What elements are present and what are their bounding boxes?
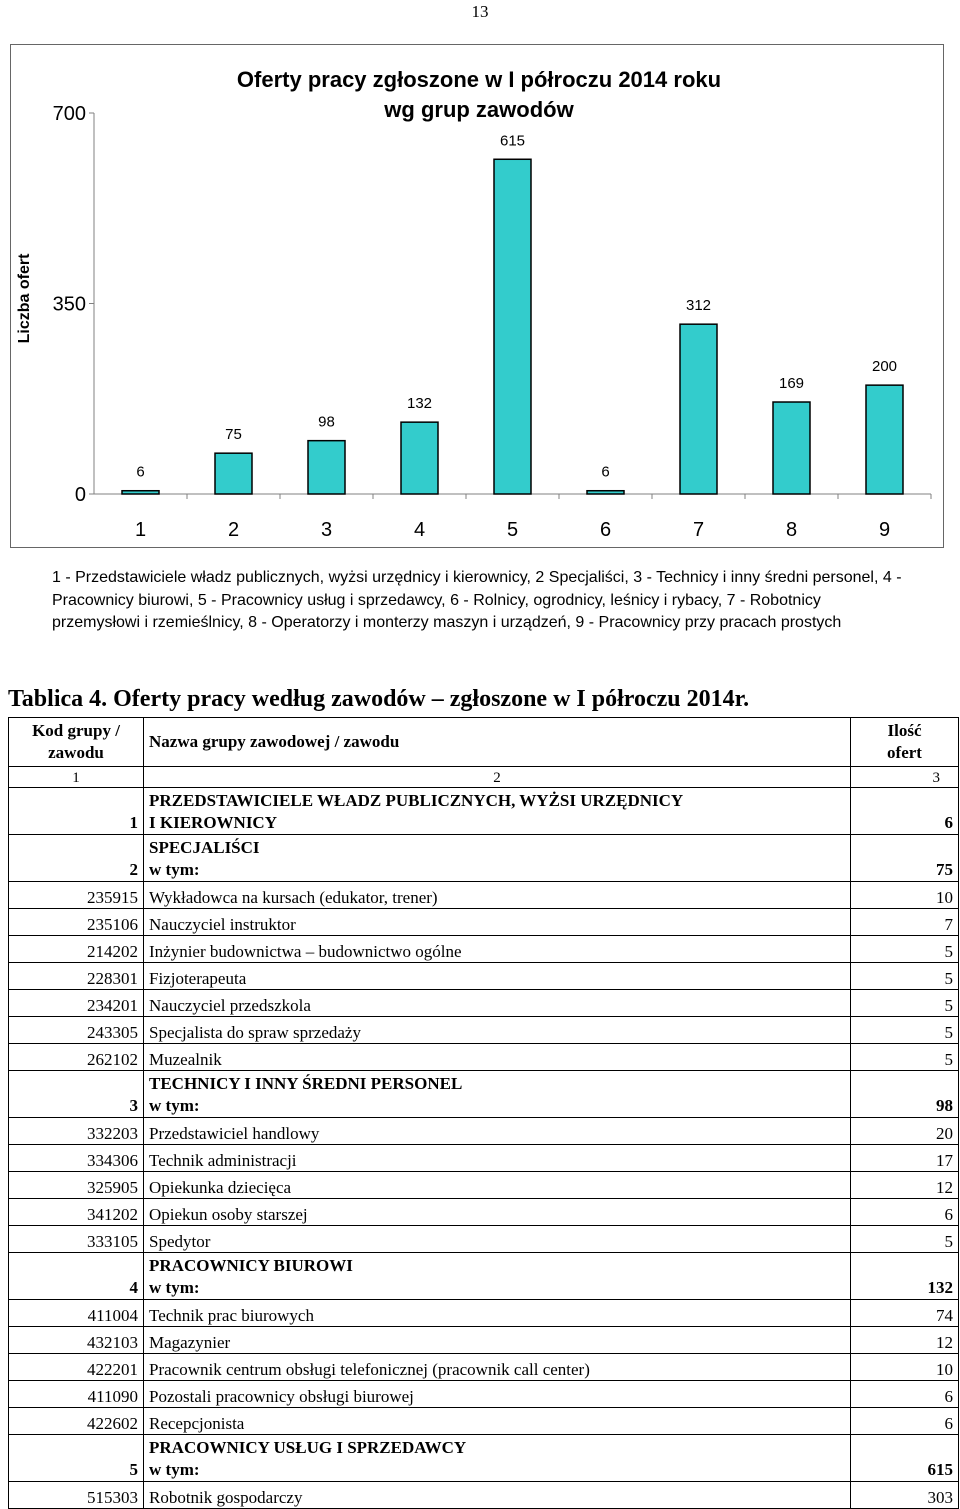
bar-value-label: 132 [406, 395, 433, 413]
index-col-2: 2 [144, 767, 851, 788]
x-tick-label: 7 [692, 519, 705, 541]
offer-count: 5 [851, 963, 959, 990]
occupation-code: 411090 [9, 1381, 144, 1408]
occupation-code: 515303 [9, 1482, 144, 1509]
offer-count: 5 [851, 990, 959, 1017]
occupation-code: 262102 [9, 1044, 144, 1071]
offer-count: 12 [851, 1172, 959, 1199]
occupation-name: Fizjoterapeuta [144, 963, 851, 990]
occupation-name: Pracownik centrum obsługi telefonicznej (pracownik call center) [144, 1354, 851, 1381]
y-tick-label: 700 [52, 103, 86, 125]
bar-3 [308, 441, 345, 494]
table-row [9, 1172, 959, 1199]
occupation-code: 333105 [9, 1226, 144, 1253]
bar-4 [401, 422, 438, 494]
occupation-code: 341202 [9, 1199, 144, 1226]
occupation-code: 422201 [9, 1354, 144, 1381]
group-count: 132 [851, 1253, 959, 1300]
table-row [9, 1327, 959, 1354]
page-number: 13 [471, 2, 489, 21]
bar-value-label: 75 [225, 426, 242, 444]
occupation-name: Opiekun osoby starszej [144, 1199, 851, 1226]
table-row [9, 882, 959, 909]
occupation-name: Przedstawiciel handlowy [144, 1118, 851, 1145]
occupation-name: Muzealnik [144, 1044, 851, 1071]
occupation-name: Technik prac biurowych [144, 1300, 851, 1327]
table-caption: Tablica 4. Oferty pracy według zawodów – zgłoszone w I półroczu 2014r. [8, 686, 750, 712]
group-count: 75 [851, 835, 959, 882]
group-row [9, 788, 959, 835]
occupation-code: 214202 [9, 936, 144, 963]
x-tick-label: 1 [134, 519, 147, 541]
bar-6 [587, 491, 624, 494]
group-name: PRACOWNICY USŁUG I SPRZEDAWCY w tym: [144, 1435, 851, 1482]
group-code: 1 [9, 788, 144, 835]
group-code: 2 [9, 835, 144, 882]
occupation-code: 422602 [9, 1408, 144, 1435]
occupation-code: 334306 [9, 1145, 144, 1172]
x-tick-label: 9 [878, 519, 891, 541]
bar-chart [11, 45, 945, 549]
offer-count: 17 [851, 1145, 959, 1172]
occupation-name: Wykładowca na kursach (edukator, trener) [144, 882, 851, 909]
occupation-name: Recepcjonista [144, 1408, 851, 1435]
bar-value-label: 312 [685, 297, 712, 315]
bar-value-label: 98 [318, 413, 335, 431]
occupation-name: Spedytor [144, 1226, 851, 1253]
occupation-code: 332203 [9, 1118, 144, 1145]
x-tick-label: 6 [599, 519, 612, 541]
group-code: 3 [9, 1071, 144, 1118]
header-count: Ilość ofert [851, 718, 959, 767]
group-row [9, 1071, 959, 1118]
offer-count: 6 [851, 1381, 959, 1408]
offer-count: 10 [851, 1354, 959, 1381]
table-row [9, 1354, 959, 1381]
offers-table [8, 717, 959, 1509]
header-code: Kod grupy / zawodu [9, 718, 144, 767]
group-code: 5 [9, 1435, 144, 1482]
occupation-name: Robotnik gospodarczy [144, 1482, 851, 1509]
table-row [9, 963, 959, 990]
occupation-code: 432103 [9, 1327, 144, 1354]
chart-legend-note: 1 - Przedstawiciele władz publicznych, wyżsi urzędnicy i kierownicy, 2 Specjaliści, 3 - Technicy i inny średni personel, 4 - Pracownicy biurowi, 5 - Pracownicy usług i sprzedawcy, 6 - Rolnicy, ogrodnicy, leśnicy i rybacy, 7 - Robotnicy przemysłowi i rzemieślnicy, 8 - Operatorzy i monterzy maszyn i urządzeń, 9 - Pracownicy przy pracach prostych [52, 569, 902, 631]
group-name: TECHNICY I INNY ŚREDNI PERSONEL w tym: [144, 1071, 851, 1118]
offer-count: 5 [851, 1226, 959, 1253]
group-count: 6 [851, 788, 959, 835]
group-code: 4 [9, 1253, 144, 1300]
occupation-code: 235915 [9, 882, 144, 909]
bar-chart-frame [10, 44, 944, 548]
offer-count: 6 [851, 1408, 959, 1435]
occupation-name: Magazynier [144, 1327, 851, 1354]
group-count: 98 [851, 1071, 959, 1118]
table-row [9, 1145, 959, 1172]
occupation-name: Technik administracji [144, 1145, 851, 1172]
x-tick-label: 2 [227, 519, 240, 541]
group-name: SPECJALIŚCI w tym: [144, 835, 851, 882]
x-tick-label: 8 [785, 519, 798, 541]
occupation-code: 411004 [9, 1300, 144, 1327]
table-row [9, 1482, 959, 1509]
table-row [9, 1118, 959, 1145]
bar-2 [215, 453, 252, 494]
occupation-code: 228301 [9, 963, 144, 990]
bar-8 [773, 402, 810, 494]
chart-title-line1: Oferty pracy zgłoszone w I półroczu 2014 roku [236, 67, 722, 92]
table-row [9, 1199, 959, 1226]
occupation-code: 243305 [9, 1017, 144, 1044]
group-count: 615 [851, 1435, 959, 1482]
table-header-row [9, 718, 959, 767]
group-row [9, 1253, 959, 1300]
table-row [9, 1381, 959, 1408]
offer-count: 6 [851, 1199, 959, 1226]
group-name: PRACOWNICY BIUROWI w tym: [144, 1253, 851, 1300]
offer-count: 303 [851, 1482, 959, 1509]
occupation-code: 235106 [9, 909, 144, 936]
group-row [9, 1435, 959, 1482]
offer-count: 12 [851, 1327, 959, 1354]
offer-count: 5 [851, 1044, 959, 1071]
offer-count: 5 [851, 1017, 959, 1044]
chart-title-line2: wg grup zawodów [384, 97, 574, 122]
x-tick-label: 5 [506, 519, 519, 541]
y-tick-label: 350 [52, 293, 86, 316]
table-index-row [9, 767, 959, 788]
table-row [9, 1300, 959, 1327]
group-row [9, 835, 959, 882]
offer-count: 74 [851, 1300, 959, 1327]
offer-count: 7 [851, 909, 959, 936]
bar-value-label: 200 [871, 358, 898, 376]
group-name: PRZEDSTAWICIELE WŁADZ PUBLICZNYCH, WYŻSI URZĘDNICY I KIEROWNICY [144, 788, 851, 835]
bar-value-label: 615 [499, 132, 526, 150]
occupation-code: 234201 [9, 990, 144, 1017]
header-name: Nazwa grupy zawodowej / zawodu [144, 718, 851, 767]
table-row [9, 1044, 959, 1071]
x-tick-label: 4 [413, 519, 426, 541]
index-col-1: 1 [9, 767, 144, 788]
offer-count: 10 [851, 882, 959, 909]
table-row [9, 1017, 959, 1044]
table-row [9, 909, 959, 936]
occupation-name: Nauczyciel instruktor [144, 909, 851, 936]
table-row [9, 936, 959, 963]
bar-1 [122, 491, 159, 494]
bar-value-label: 169 [778, 375, 805, 393]
y-tick-label: 0 [74, 484, 86, 506]
occupation-name: Inżynier budownictwa – budownictwo ogólne [144, 936, 851, 963]
bar-9 [866, 385, 903, 494]
bar-value-label: 6 [601, 463, 610, 481]
y-axis-label: Liczba ofert [16, 253, 33, 344]
bar-7 [680, 324, 717, 494]
table-row [9, 990, 959, 1017]
bar-5 [494, 159, 531, 494]
bar-value-label: 6 [136, 463, 145, 481]
occupation-name: Specjalista do spraw sprzedaży [144, 1017, 851, 1044]
offer-count: 5 [851, 936, 959, 963]
occupation-name: Pozostali pracownicy obsługi biurowej [144, 1381, 851, 1408]
occupation-name: Nauczyciel przedszkola [144, 990, 851, 1017]
occupation-code: 325905 [9, 1172, 144, 1199]
occupation-name: Opiekunka dziecięca [144, 1172, 851, 1199]
offer-count: 20 [851, 1118, 959, 1145]
table-row [9, 1226, 959, 1253]
table-row [9, 1408, 959, 1435]
index-col-3: 3 [851, 767, 959, 788]
x-tick-label: 3 [320, 519, 333, 541]
